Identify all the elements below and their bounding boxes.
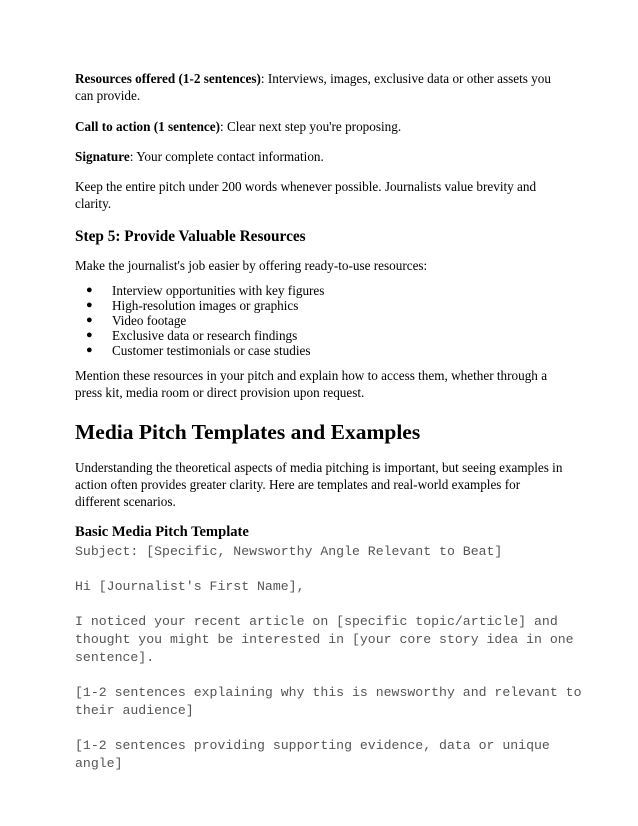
- section-intro: Understanding the theoretical aspects of media pitching is important, but seeing examples in action often provides greater clarity. Here are templates and real-world examples for different scenarios.: [75, 460, 563, 509]
- section-heading: Media Pitch Templates and Examples: [75, 420, 421, 444]
- list-item-text: Exclusive data or research findings: [112, 328, 298, 343]
- step5-intro: Make the journalist's job easier by offering ready-to-use resources:: [75, 258, 428, 273]
- call-to-action-text: : Clear next step you're proposing.: [220, 119, 402, 134]
- resources-offered-paragraph: [75, 70, 565, 104]
- list-item: [75, 328, 565, 343]
- bullet-icon: ●: [86, 314, 93, 326]
- resources-offered-label: Resources offered (1-2 sentences): [75, 71, 261, 86]
- list-item-text: Customer testimonials or case studies: [112, 343, 311, 358]
- document-page: [75, 70, 582, 773]
- keep-brief-paragraph: Keep the entire pitch under 200 words whenever possible. Journalists value brevity and clarity.: [75, 179, 537, 211]
- template-evidence-paragraph: [1-2 sentences providing supporting evidence, data or unique angle]: [75, 738, 550, 771]
- call-to-action-label: Call to action (1 sentence): [75, 119, 221, 134]
- list-item-text: Video footage: [112, 313, 187, 328]
- template-newsworthy-paragraph: [1-2 sentences explaining why this is newsworthy and relevant to their audience]: [75, 685, 582, 718]
- list-item-text: High-resolution images or graphics: [112, 298, 299, 313]
- signature-paragraph: [75, 148, 565, 165]
- list-item: [75, 313, 565, 328]
- resources-offered-text: : Interviews, images, exclusive data or other assets you can provide.: [75, 71, 551, 103]
- list-item-text: Interview opportunities with key figures: [112, 283, 325, 298]
- list-item: [75, 298, 565, 313]
- list-item: [75, 343, 565, 358]
- template-opening-paragraph: I noticed your recent article on [specific topic/article] and thought you might be interested in [your core story idea in one sentence].: [75, 614, 574, 665]
- bullet-icon: ●: [86, 299, 93, 311]
- template-greeting-line: Hi [Journalist's First Name],: [75, 579, 305, 594]
- step5-heading: Step 5: Provide Valuable Resources: [75, 228, 306, 245]
- bullet-icon: ●: [86, 329, 93, 341]
- template-code-block: [75, 543, 582, 773]
- signature-label: Signature: [75, 149, 130, 164]
- template-heading: Basic Media Pitch Template: [75, 524, 249, 540]
- bullet-icon: ●: [86, 344, 93, 356]
- bullet-icon: ●: [86, 284, 93, 296]
- signature-text: : Your complete contact information.: [129, 149, 324, 164]
- template-subject-line: Subject: [Specific, Newsworthy Angle Relevant to Beat]: [75, 544, 503, 559]
- call-to-action-paragraph: [75, 118, 565, 135]
- resources-list: [75, 283, 565, 358]
- mention-resources-paragraph: Mention these resources in your pitch and explain how to access them, whether through a press kit, media room or direct provision upon request.: [75, 368, 548, 400]
- list-item: [75, 283, 565, 298]
